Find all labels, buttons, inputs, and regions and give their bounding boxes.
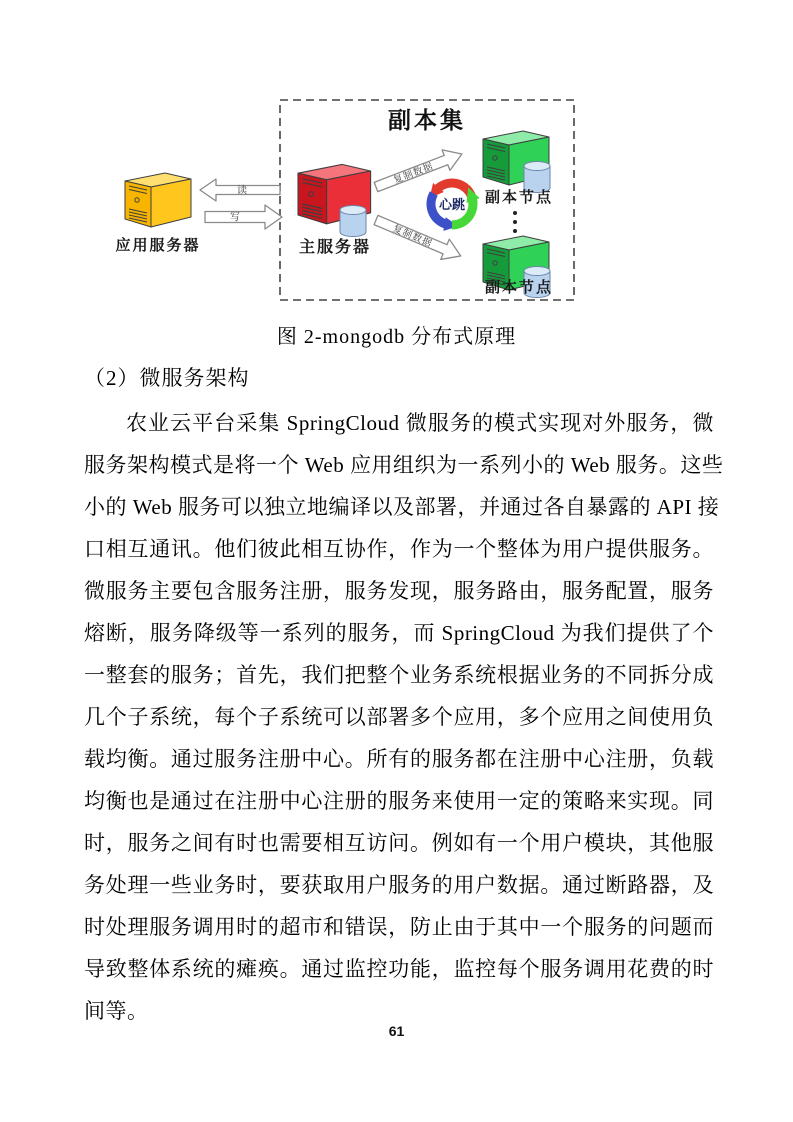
replica-node-top-label: 副本节点 xyxy=(484,190,554,206)
paragraph-line: 几个子系统，每个子系统可以部署多个应用，多个应用之间使用负 xyxy=(84,705,714,729)
replica-node-bottom-label: 副本节点 xyxy=(484,280,554,296)
heartbeat-label: 心跳 xyxy=(438,197,466,212)
master-db-cylinder-icon xyxy=(340,206,366,237)
paragraph-line: 导致整体系统的瘫痪。通过监控功能，监控每个服务调用花费的时 xyxy=(84,957,714,981)
paragraph-line: 农业云平台采集 SpringCloud 微服务的模式实现对外服务，微 xyxy=(126,411,714,435)
copy-data-arrow-bottom xyxy=(372,210,465,266)
mongodb-architecture-svg xyxy=(95,92,585,318)
paragraph-line: 时处理服务调用时的超市和错误，防止由于其中一个服务的问题而 xyxy=(84,915,714,939)
replica-set-title: 副本集 xyxy=(388,108,466,133)
page-number: 61 xyxy=(388,1023,405,1039)
app-server-icon xyxy=(125,173,191,227)
figure-mongodb-diagram xyxy=(95,92,585,318)
app-server-label: 应用服务器 xyxy=(115,238,201,254)
paragraph-line: 熔断，服务降级等一系列的服务，而 SpringCloud 为我们提供了个 xyxy=(84,621,714,645)
paragraph xyxy=(84,402,724,1032)
paragraph-line: 时，服务之间有时也需要相互访问。例如有一个用户模块，其他服 xyxy=(84,831,714,855)
paragraph-line: 口相互通讯。他们彼此相互协作，作为一个整体为用户提供服务。 xyxy=(84,537,714,561)
section-heading: （2）微服务架构 xyxy=(84,366,250,390)
figure-caption: 图 2-mongodb 分布式原理 xyxy=(276,326,517,348)
paragraph-line: 服务架构模式是将一个 Web 应用组织为一系列小的 Web 服务。这些 xyxy=(84,453,724,477)
copy-data-arrow-top xyxy=(372,144,466,198)
paragraph-line: 均衡也是通过在注册中心注册的服务来使用一定的策略来实现。同 xyxy=(84,789,714,813)
read-arrow-label: 读 xyxy=(237,185,247,197)
paragraph-line: 载均衡。通过服务注册中心。所有的服务都在注册中心注册，负载 xyxy=(84,747,714,771)
paragraph-line: 间等。 xyxy=(84,999,149,1023)
write-arrow xyxy=(205,205,282,229)
paragraph-line: 小的 Web 服务可以独立地编译以及部署，并通过各自暴露的 API 接 xyxy=(84,495,720,519)
paragraph-line: 一整套的服务；首先，我们把整个业务系统根据业务的不同拆分成 xyxy=(84,663,714,687)
replica-node-top-cylinder-icon xyxy=(524,162,550,193)
ellipsis-dots-icon xyxy=(513,211,517,233)
copy-data-top-label: 复制数据 xyxy=(392,161,436,187)
paragraph-line: 微服务主要包含服务注册，服务发现，服务路由，服务配置，服务 xyxy=(84,579,714,603)
heartbeat-cycle-icon xyxy=(431,183,473,225)
paragraph-line: 务处理一些业务时，要获取用户服务的用户数据。通过断路器，及 xyxy=(84,873,714,897)
copy-data-bottom-label: 复制数据 xyxy=(390,224,434,250)
master-server-label: 主服务器 xyxy=(298,239,372,256)
write-arrow-label: 写 xyxy=(230,212,240,224)
